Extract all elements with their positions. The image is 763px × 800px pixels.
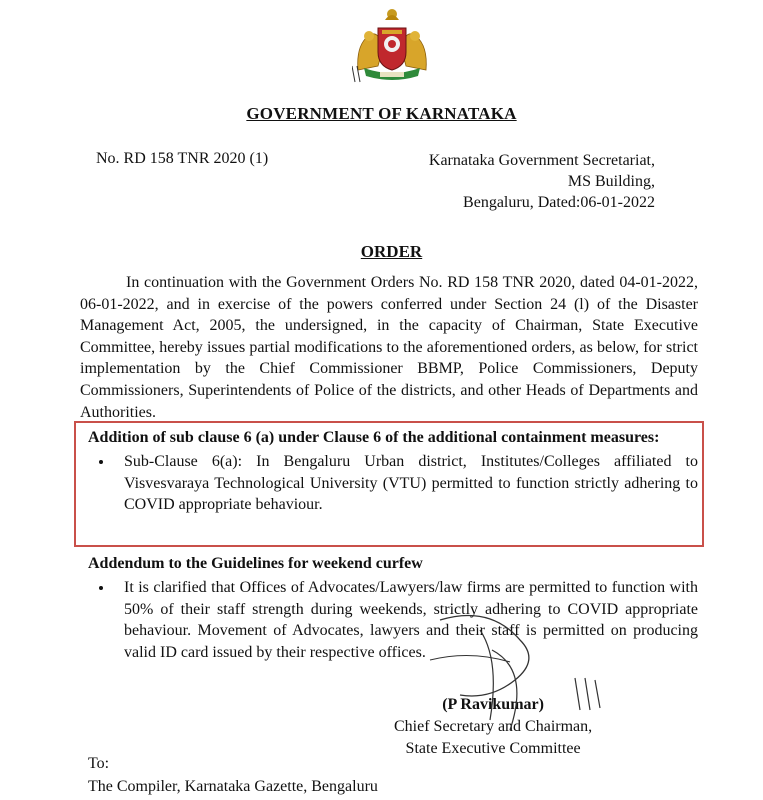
order-paragraph: In continuation with the Government Orders No. RD 158 TNR 2020, dated 04-01-2022, 06-01-2022, and in exercise of the powers conferred under Section 24 (l) of the Disaster Management Act, 2005, the undersigned, in the capacity of Chairman, State Executive Committee, hereby issues partial modifications to the aforementioned orders, as below, for strict implementation by the Chief Commissioner BBMP, Police Commissioners, Deputy Commissioners, Superintendents of Police of the districts, and other Heads of Departments and Authorities.	[80, 274, 698, 421]
recipients-label: To:	[88, 755, 110, 772]
signatory-name: (P Ravikumar)	[442, 696, 544, 713]
address-line: MS Building,	[567, 173, 655, 190]
address-block	[429, 150, 655, 213]
signature-block	[394, 694, 592, 760]
recipient-item: The Compiler, Karnataka Gazette, Bengaluru	[88, 778, 378, 795]
signatory-designation: State Executive Committee	[405, 740, 581, 757]
section-title: Addendum to the Guidelines for weekend curfew	[88, 555, 423, 572]
section-sub-clause	[88, 427, 698, 516]
bullet-list	[88, 451, 698, 516]
recipients-block	[88, 752, 378, 798]
bullet-item: • It is clarified that Offices of Advocates/Lawyers/law firms are permitted to function with 50% of their staff strength during weekends, strictly adhering to COVID appropriate behaviour. Movement of Advocates, lawyers and their staff is permitted on producing valid ID card issued by their respective offices.	[114, 577, 698, 663]
bullet-list	[88, 577, 698, 663]
address-line: Karnataka Government Secretariat,	[428, 152, 655, 169]
section-addendum	[88, 553, 698, 663]
bullet-item: • Sub-Clause 6(a): In Bengaluru Urban district, Institutes/Colleges affiliated to Visvesvaraya Technological University (VTU) permitted to function strictly adhering to COVID appropriate behaviour.	[114, 451, 698, 516]
section-title: Addition of sub clause 6 (a) under Clause 6 of the additional containment measures:	[88, 429, 660, 446]
address-line: Bengaluru, Dated:06-01-2022	[463, 194, 655, 211]
karnataka-emblem-icon	[352, 6, 432, 84]
reference-number: No. RD 158 TNR 2020 (1)	[96, 150, 269, 167]
order-heading: ORDER	[360, 242, 423, 261]
document-title: GOVERNMENT OF KARNATAKA	[246, 104, 517, 123]
signatory-designation: Chief Secretary and Chairman,	[394, 718, 593, 735]
